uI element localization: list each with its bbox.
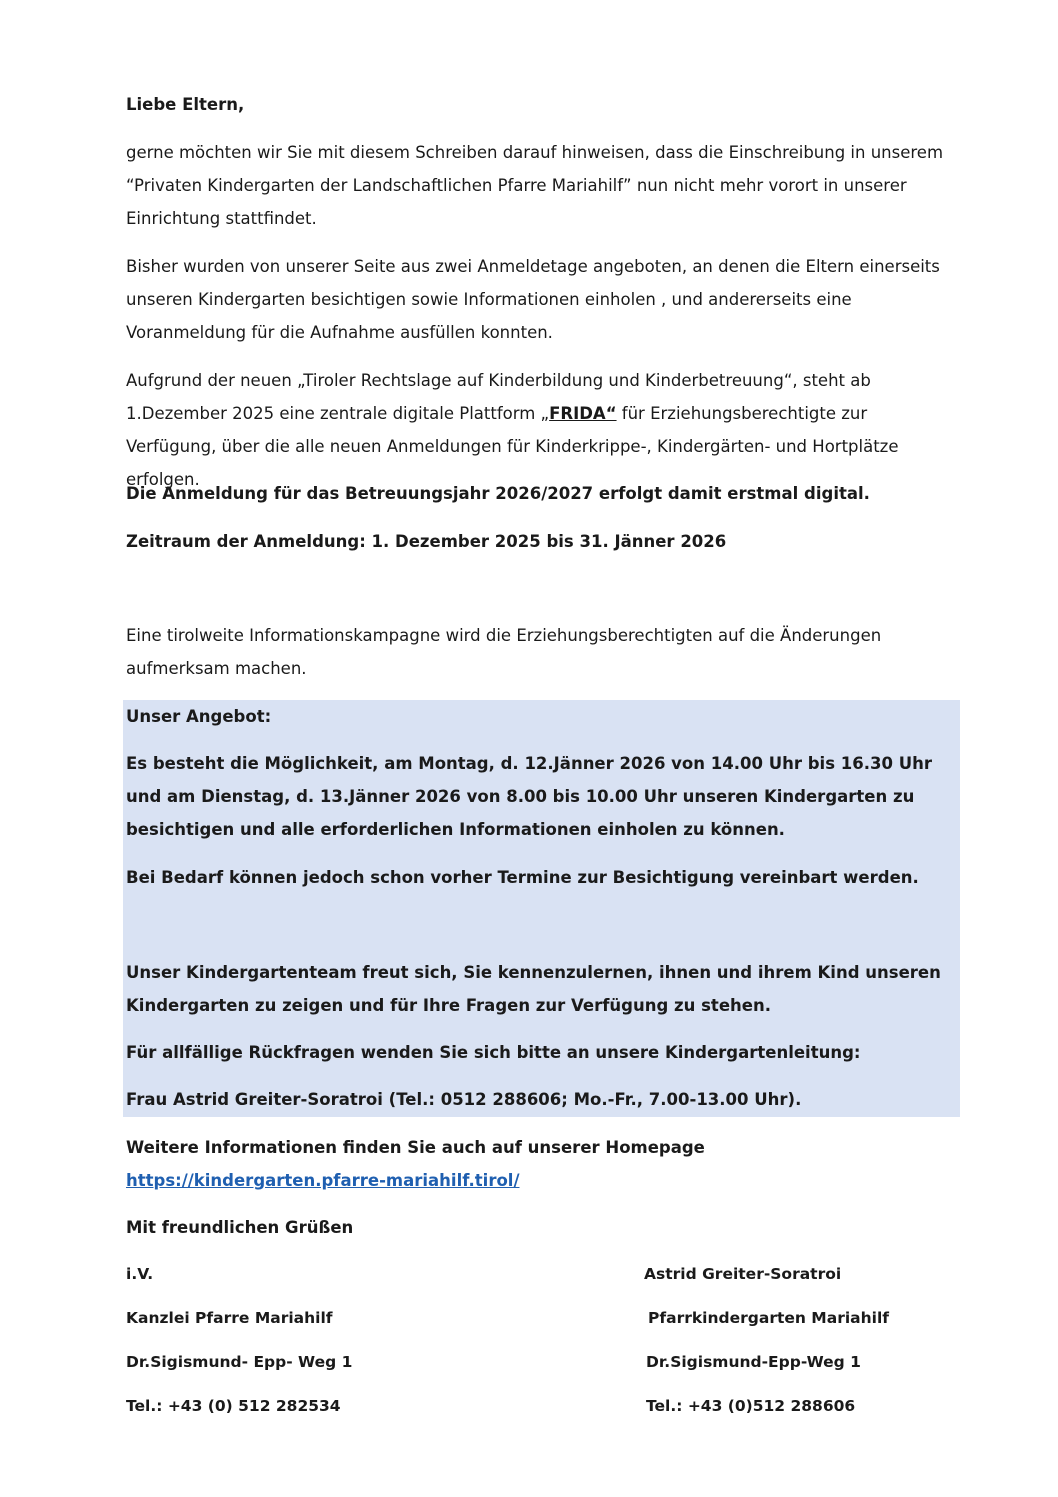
paragraph-information-campaign: Eine tirolweite Informationskampagne wird die Erziehungsberechtigten auf die Änderungen aufmerksam machen. <box>126 626 882 678</box>
offer-contact-note: Für allfällige Rückfragen wenden Sie sich bitte an unsere Kindergartenleitung: <box>126 1043 861 1062</box>
registration-period: Zeitraum der Anmeldung: 1. Dezember 2025 bis 31. Jänner 2026 <box>126 532 727 551</box>
signature-left-line2: Kanzlei Pfarre Mariahilf <box>126 1309 333 1327</box>
signature-left-line1: i.V. <box>126 1265 154 1283</box>
offer-team-welcome: Unser Kindergartenteam freut sich, Sie kennenzulernen, ihnen und ihrem Kind unseren Kindergarten zu zeigen und für Ihre Fragen zur Verfügung zu stehen. <box>126 963 941 1015</box>
signature-left-line3: Dr.Sigismund- Epp- Weg 1 <box>126 1353 353 1371</box>
offer-contact-person: Frau Astrid Greiter-Soratroi (Tel.: 0512 288606; Mo.-Fr., 7.00-13.00 Uhr). <box>126 1090 802 1109</box>
offer-heading: Unser Angebot: <box>126 707 272 726</box>
frida-text-after: für Erziehungsberechtigte zur Verfügung, über die alle neuen Anmeldungen für Kinderkrippe-, Kindergärten- und Hortplätze erfolgen. <box>126 404 899 489</box>
signature-right-line4: Tel.: +43 (0)512 288606 <box>646 1397 856 1415</box>
digital-registration-notice: Die Anmeldung für das Betreuungsjahr 2026/2027 erfolgt damit erstmal digital. <box>126 484 870 503</box>
offer-visit-dates: Es besteht die Möglichkeit, am Montag, d. 12.Jänner 2026 von 14.00 Uhr bis 16.30 Uhr und am Dienstag, d. 13.Jänner 2026 von 8.00 bis 10.00 Uhr unseren Kindergarten zu besichtigen und alle erforderlichen Informationen einholen zu können. <box>126 754 932 839</box>
frida-text-before: Aufgrund der neuen „Tiroler Rechtslage auf Kinderbildung und Kinderbetreuung“, steht ab 1.Dezember 2025 eine zentrale digitale Plattform „ <box>126 371 871 423</box>
signature-left-line4: Tel.: +43 (0) 512 282534 <box>126 1397 341 1415</box>
homepage-info <box>126 1131 956 1197</box>
frida-name: FRIDA“ <box>549 404 617 423</box>
offer-appointment-note: Bei Bedarf können jedoch schon vorher Termine zur Besichtigung vereinbart werden. <box>126 868 919 887</box>
signature-right-line2: Pfarrkindergarten Mariahilf <box>648 1309 890 1327</box>
signature-right-line3: Dr.Sigismund-Epp-Weg 1 <box>646 1353 861 1371</box>
paragraph-registration-change: gerne möchten wir Sie mit diesem Schreiben darauf hinweisen, dass die Einschreibung in unserem “Privaten Kindergarten der Landschaftlichen Pfarre Mariahilf” nun nicht mehr vorort in unserer Einrichtung stattfindet. <box>126 143 944 228</box>
closing: Mit freundlichen Grüßen <box>126 1218 354 1237</box>
paragraph-previous-procedure: Bisher wurden von unserer Seite aus zwei Anmeldetage angeboten, an denen die Eltern einerseits unseren Kindergarten besichtigen sowie Informationen einholen , und andererseits eine Voranmeldung für die Aufnahme ausfüllen konnten. <box>126 257 940 342</box>
greeting: Liebe Eltern, <box>126 95 245 114</box>
signature-right-line1: Astrid Greiter-Soratroi <box>644 1265 842 1283</box>
homepage-link[interactable]: https://kindergarten.pfarre-mariahilf.tirol/ <box>126 1171 520 1190</box>
homepage-info-text: Weitere Informationen finden Sie auch auf unserer Homepage <box>126 1138 705 1157</box>
